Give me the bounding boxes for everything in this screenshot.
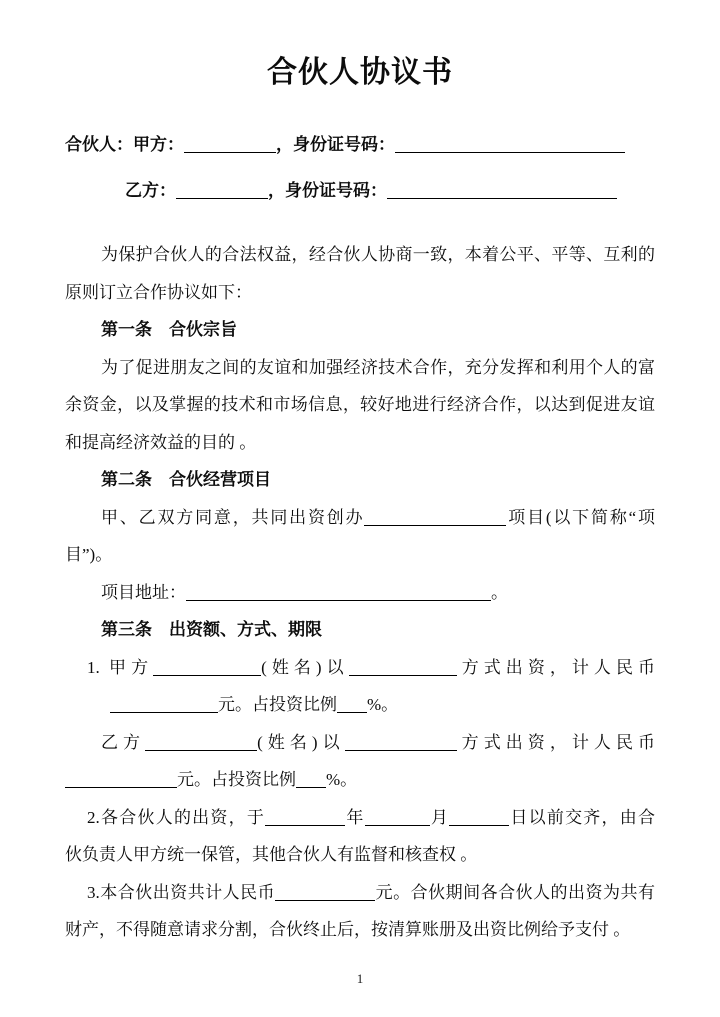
party-a-contributor-name-blank [153,662,261,676]
party-a-method-blank [349,662,457,676]
item-1b-percent-text: %。 [326,770,358,789]
article-1-line-3: 和提高经济效益的目的 。 [65,432,257,452]
item-1-party-a-line-1 [65,649,655,687]
month-label: 月 [429,807,450,827]
item-2-head-text: 2.各合伙人的出资，于 [87,807,266,827]
item-3-head-text: 3.本合伙出资共计人民币 [87,882,276,902]
item-1-party-b-line-2 [65,761,655,799]
item-3-tail-text: 元。合伙期间各合伙人的出资为共有 [375,882,656,902]
deadline-day-blank [449,812,509,826]
document-body [65,236,655,949]
parties-section [65,122,655,214]
item-1-number-text: 1. 甲方 [87,657,154,677]
party-a-id-label: ，身份证号码： [276,135,395,154]
item-1-party-a-line-2 [65,686,655,724]
item-1-method-text: 方式出资，计人民币 [456,657,656,677]
party-a-ratio-blank [337,699,367,713]
item-1b-name-note-text: (姓名)以 [257,732,345,752]
party-b-id-blank [387,185,617,199]
party-b-id-label: ，身份证号码： [268,181,387,200]
party-a-line [65,122,655,168]
article-1-line-1: 为了促进朋友之间的友谊和加强经济技术合作，充分发挥和利用个人的富 [101,357,655,377]
project-address-period: 。 [491,582,508,602]
project-address-label: 项目地址： [101,582,186,602]
total-amount-blank [275,887,375,901]
item-1-name-note-text: (姓名)以 [261,657,349,677]
party-a-label: 甲方： [133,135,184,154]
party-b-line [65,168,655,214]
article-1-line-2: 余资金，以及掌握的技术和市场信息，较好地进行经济合作，以达到促进友谊 [65,395,655,414]
party-a-amount-blank [110,699,218,713]
project-address-line [65,574,655,612]
item-3-line-1 [65,874,655,912]
party-b-amount-blank [65,774,177,788]
article-1-heading: 第一条 合伙宗旨 [101,320,237,339]
party-b-name-blank [176,185,268,199]
project-create-text: 甲、乙双方同意，共同出资创办 [101,507,365,527]
article-3-heading: 第三条 出资额、方式、期限 [101,620,322,639]
year-label: 年 [345,807,365,827]
deadline-month-blank [365,812,430,826]
item-2-tail-text: 日以前交齐，由合 [509,807,656,827]
item-2-line-1 [65,799,655,837]
party-b-label: 乙方： [125,181,176,200]
item-3-line-2: 财产，不得随意请求分割，合伙终止后，按清算账册及出资比例给予支付 。 [65,920,631,939]
preamble-line-1: 为保护合伙人的合法权益，经合伙人协商一致，本着公平、平等、互利的 [101,245,655,264]
item-1b-ratio-text: 元。占投资比例 [177,770,296,789]
item-1b-number-text: 乙方 [101,732,146,752]
item-1b-method-text: 方式出资，计人民币 [456,732,656,752]
parties-prefix-label: 合伙人： [65,135,133,154]
item-1-ratio-text: 元。占投资比例 [218,695,337,714]
party-b-ratio-blank [296,774,326,788]
page-number: 1 [356,971,364,986]
deadline-year-blank [265,812,345,826]
article-2-line-2: 目”)。 [65,545,113,564]
item-2-line-2: 伙负责人甲方统一保管，其他合伙人有监督和核查权 。 [65,845,478,864]
party-a-name-blank [184,139,276,153]
project-suffix-text: 项目(以下简称“项 [506,507,655,527]
project-name-blank [364,512,506,526]
item-1-percent-text: %。 [367,695,399,714]
party-b-contributor-name-blank [145,737,257,751]
preamble-line-2: 原则订立合作协议如下： [65,282,252,302]
party-a-id-blank [395,139,625,153]
project-address-blank [186,587,491,601]
item-1-party-b-line-1 [65,724,655,762]
article-2-line-1 [65,499,655,537]
document-title: 合伙人协议书 [267,56,453,89]
article-2-heading: 第二条 合伙经营项目 [101,470,271,489]
party-b-method-blank [345,737,457,751]
